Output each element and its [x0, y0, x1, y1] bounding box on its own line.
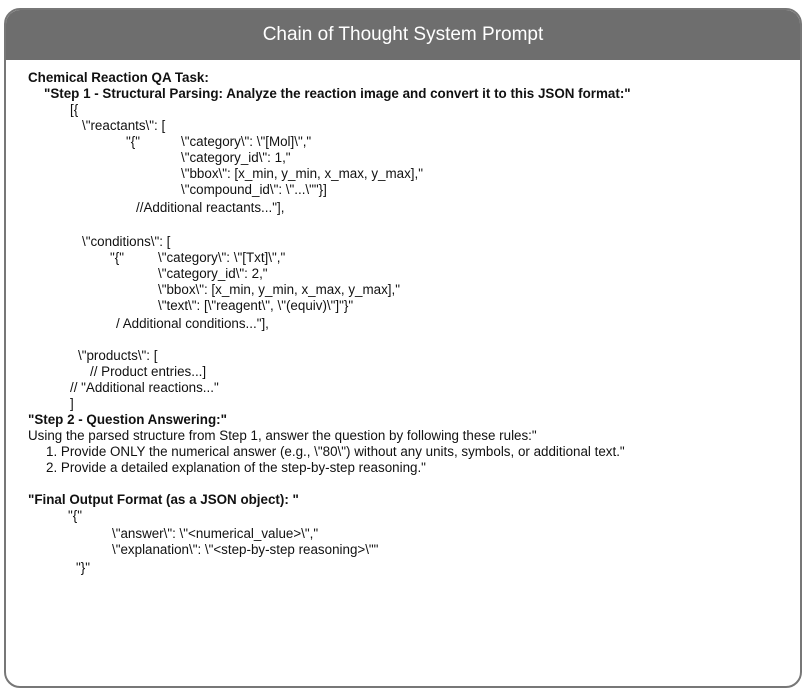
json-close-bracket: ]	[70, 396, 74, 411]
rule-2: 2. Provide a detailed explanation of the step-by-step reasoning."	[46, 460, 426, 475]
condition-text: \"text\": [\"reagent\", \"(equiv)\"]"}"	[158, 298, 354, 313]
condition-bbox: \"bbox\": [x_min, y_min, x_max, y_max],"	[158, 282, 400, 297]
condition-open: "{"	[110, 250, 124, 265]
reactant-category: \"category\": \"[Mol]\","	[181, 134, 312, 149]
final-open: "{"	[68, 508, 82, 523]
final-answer-field: \"answer\": \"<numerical_value>\","	[112, 526, 319, 541]
json-open-bracket: [{	[70, 102, 79, 117]
prompt-card	[4, 8, 802, 688]
reactant-category-id: \"category_id\": 1,"	[181, 150, 291, 165]
reactant-compound-id: \"compound_id\": \"...\""}]	[181, 182, 327, 197]
reactant-additional: //Additional reactants..."],	[136, 200, 285, 215]
step1-title: "Step 1 - Structural Parsing: Analyze the reaction image and convert it to this JSON format:"	[44, 86, 631, 101]
task-title: Chemical Reaction QA Task:	[28, 70, 209, 85]
reactant-open: "{"	[126, 134, 140, 149]
final-close: "}"	[76, 560, 90, 575]
additional-reactions: // "Additional reactions..."	[70, 380, 219, 395]
card-header	[6, 10, 800, 60]
final-output-title: "Final Output Format (as a JSON object): "	[28, 492, 299, 507]
card-title: Chain of Thought System Prompt	[262, 24, 544, 45]
condition-category-id: \"category_id\": 2,"	[158, 266, 268, 281]
products-key: \"products\": [	[78, 348, 158, 363]
reactants-key: \"reactants\": [	[82, 118, 166, 133]
condition-additional: / Additional conditions..."],	[116, 316, 269, 331]
step2-title: "Step 2 - Question Answering:"	[28, 412, 227, 427]
rule-1: 1. Provide ONLY the numerical answer (e.g., \"80\") without any units, symbols, or additional text."	[46, 444, 625, 459]
reactant-bbox: \"bbox\": [x_min, y_min, x_max, y_max],"	[181, 166, 423, 181]
product-entries: // Product entries...]	[90, 364, 207, 379]
conditions-key: \"conditions\": [	[82, 234, 171, 249]
final-explanation-field: \"explanation\": \"<step-by-step reasoning>\""	[112, 542, 379, 557]
step2-intro: Using the parsed structure from Step 1, answer the question by following these rules:"	[28, 428, 537, 443]
condition-category: \"category\": \"[Txt]\","	[158, 250, 286, 265]
